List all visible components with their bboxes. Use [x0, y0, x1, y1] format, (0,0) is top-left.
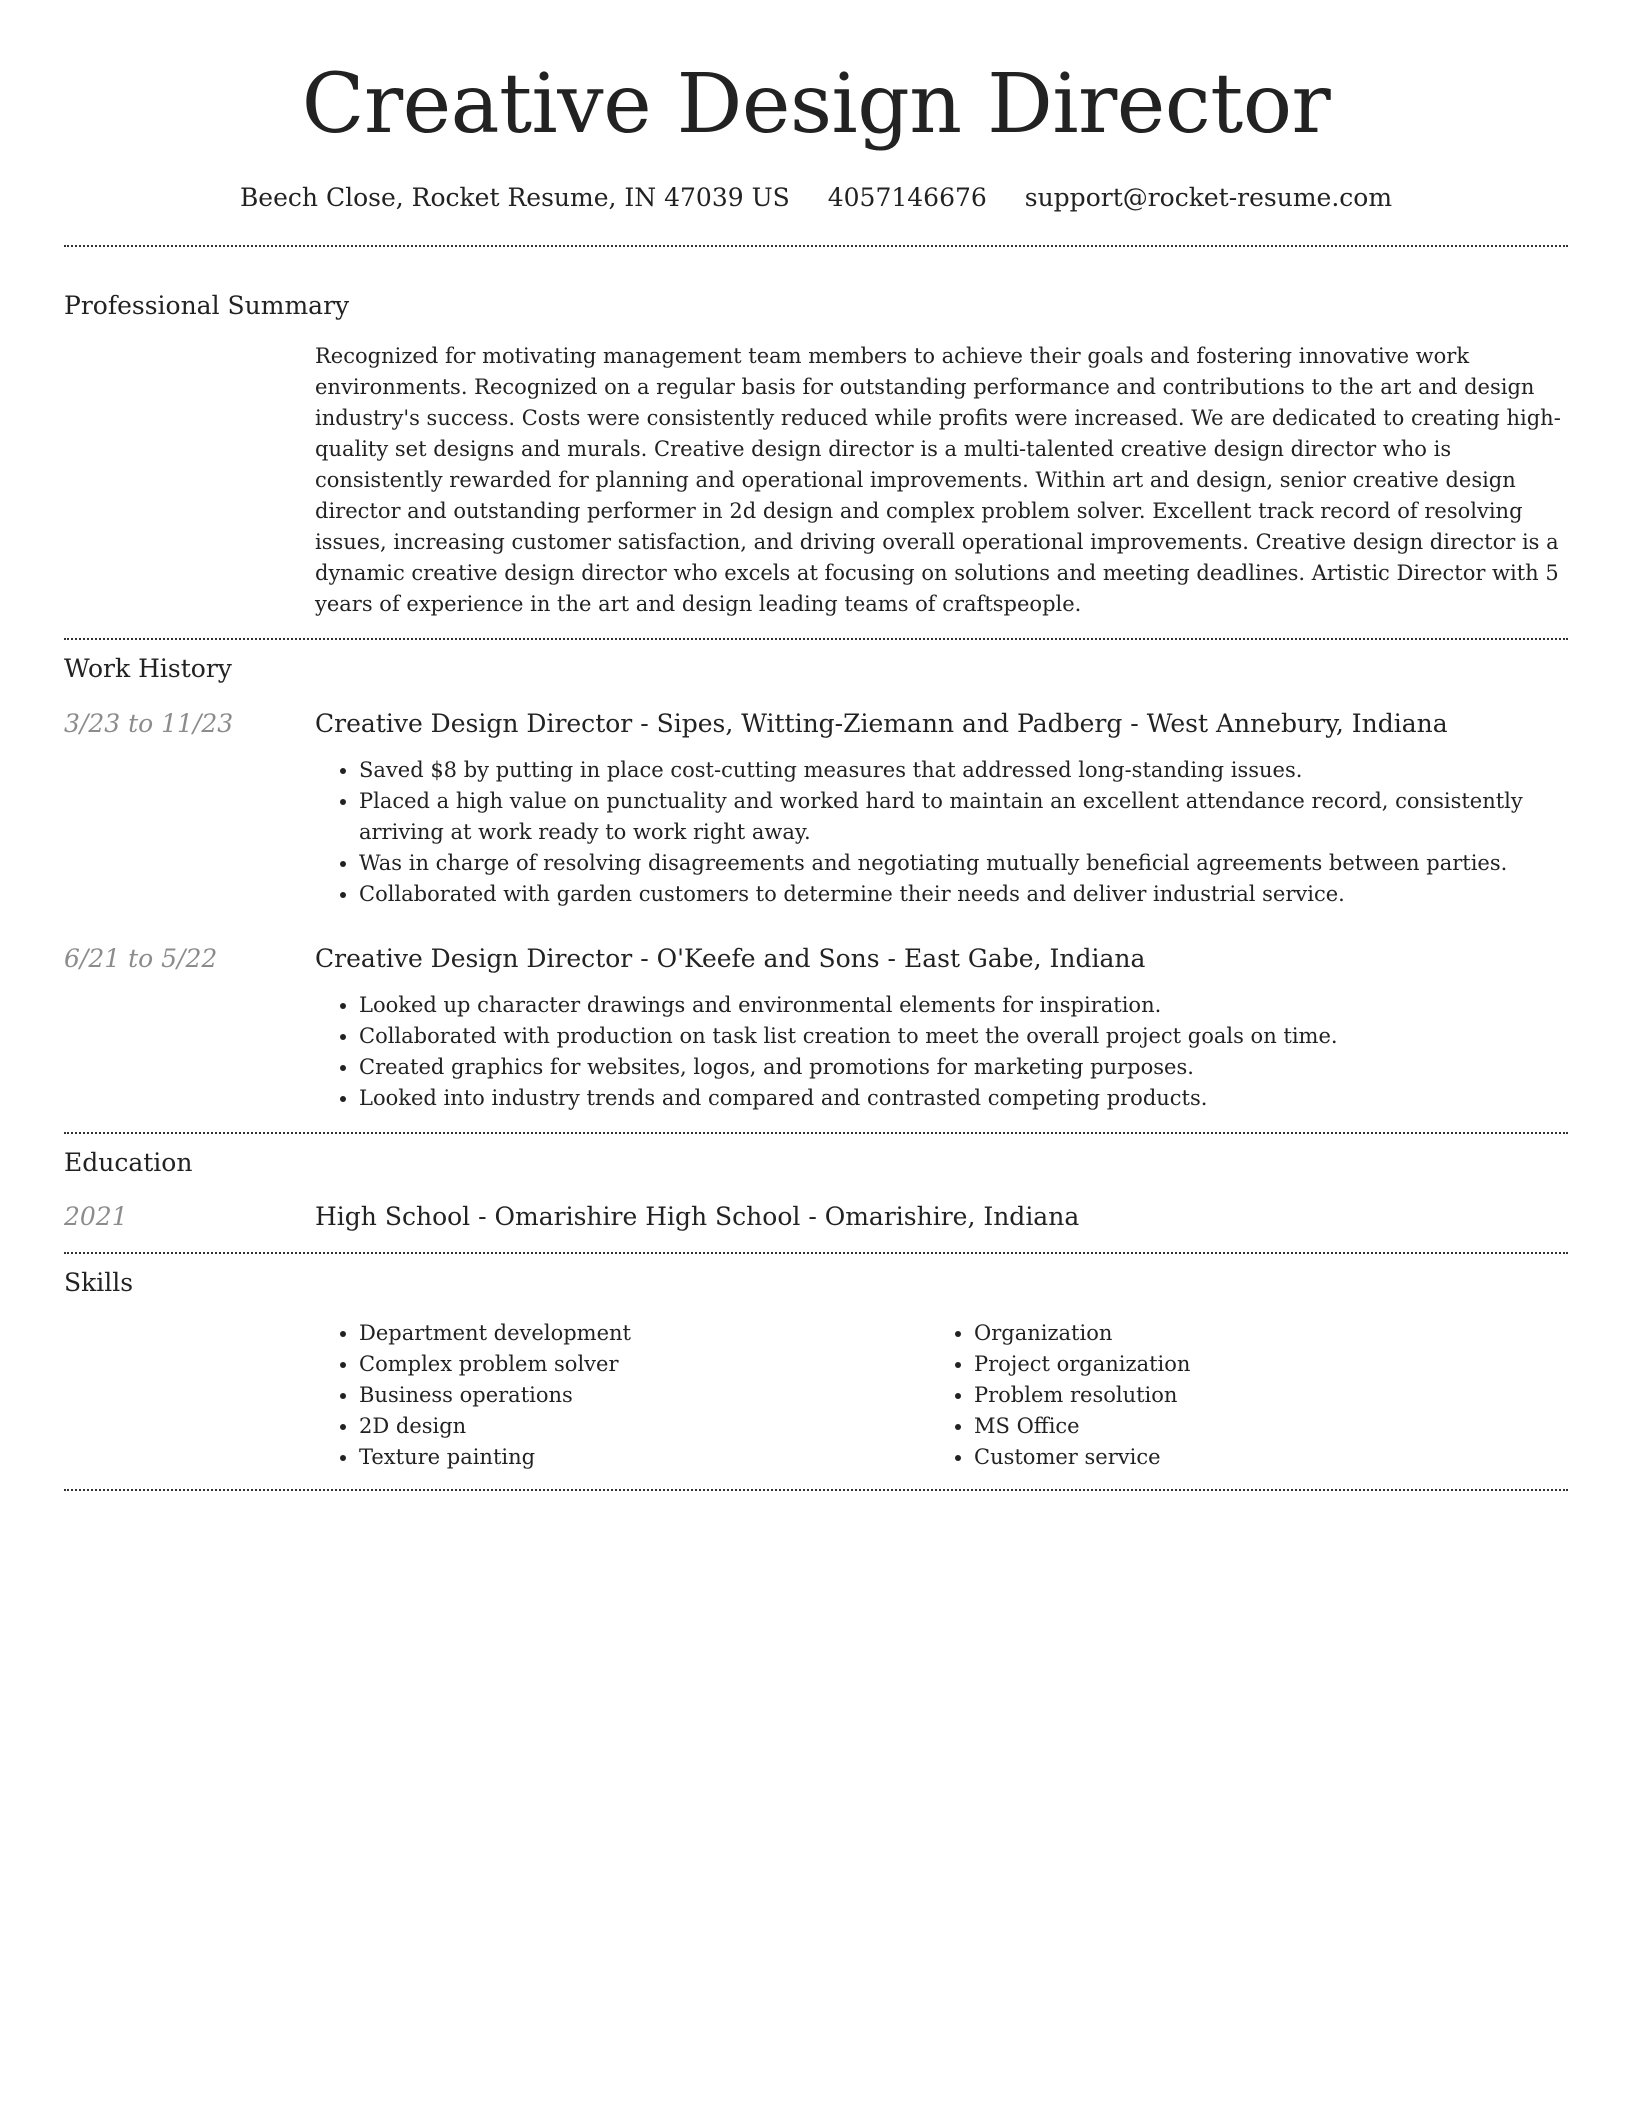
- job-dates: 6/21 to 5/22: [64, 944, 218, 973]
- job-employer: - O'Keefe and Sons - East Gabe, Indiana: [632, 944, 1146, 973]
- skills-grid: [315, 1318, 1568, 1489]
- skill-item: • Customer service: [974, 1442, 1545, 1473]
- job-entry: [64, 707, 1568, 910]
- job-body: [315, 707, 1568, 910]
- section-summary: [64, 247, 1568, 638]
- skills-list-right: [930, 1318, 1545, 1473]
- list-item: • Was in charge of resolving disagreements and negotiating mutually beneficial agreements between parties.: [359, 848, 1568, 879]
- job-employer: - Sipes, Witting-Ziemann and Padberg - West Annebury, Indiana: [632, 709, 1448, 738]
- education-degree: High School: [315, 1202, 471, 1231]
- education-year: 2021: [64, 1202, 128, 1231]
- skill-item: • Project organization: [974, 1349, 1545, 1380]
- skill-item: • Department development: [359, 1318, 930, 1349]
- divider: [64, 1489, 1568, 1491]
- section-spacer: [64, 1114, 1568, 1132]
- list-item: • Looked up character drawings and environmental elements for inspiration.: [359, 990, 1568, 1021]
- contact-line: [64, 180, 1568, 216]
- skill-item: • MS Office: [974, 1411, 1545, 1442]
- job-entry: [64, 942, 1568, 1114]
- job-role: Creative Design Director: [315, 944, 633, 973]
- section-education: [64, 1134, 1568, 1252]
- skill-item: • Texture painting: [359, 1442, 930, 1473]
- list-item: • Placed a high value on punctuality and worked hard to maintain an excellent attendance record, consistently arriving at work ready to work right away.: [359, 786, 1568, 848]
- skills-list-left: [315, 1318, 930, 1473]
- list-item: • Created graphics for websites, logos, and promotions for marketing purposes.: [359, 1052, 1568, 1083]
- list-item: • Collaborated with production on task list creation to meet the overall project goals on time.: [359, 1021, 1568, 1052]
- contact-email: support@rocket-resume.com: [1024, 183, 1393, 212]
- section-title-skills: Skills: [64, 1268, 134, 1297]
- list-item: • Saved $8 by putting in place cost-cutting measures that addressed long-standing issues.: [359, 755, 1568, 786]
- job-body: [315, 942, 1568, 1114]
- job-role: Creative Design Director: [315, 709, 633, 738]
- skill-item: • Complex problem solver: [359, 1349, 930, 1380]
- job-bullets: [315, 990, 1568, 1114]
- job-dates: 3/23 to 11/23: [64, 709, 234, 738]
- education-heading: [315, 1200, 1568, 1234]
- skill-item: • Problem resolution: [974, 1380, 1545, 1411]
- skill-item: • Organization: [974, 1318, 1545, 1349]
- resume-name: Creative Design Director: [301, 57, 1331, 152]
- job-bullets: [315, 755, 1568, 910]
- skills-column-left: [315, 1318, 930, 1473]
- section-title-education: Education: [64, 1148, 193, 1177]
- section-title-work-history: Work History: [64, 654, 232, 683]
- contact-phone: 4057146676: [827, 183, 987, 212]
- section-work-history: [64, 640, 1568, 1132]
- contact-address: Beech Close, Rocket Resume, IN 47039 US: [239, 183, 790, 212]
- summary-text: Recognized for motivating management team members to achieve their goals and fostering innovative work environments. Recognized on a regular basis for outstanding performance and contributions to the art and design industry's success. Costs were consistently reduced while profits were increased. We are dedicated to creating high-quality set designs and murals. Creative design director is a multi-talented creative design director who is consistently rewarded for planning and operational improvements. Within art and design, senior creative design director and outstanding performer in 2d design and complex problem solver. Excellent track record of resolving issues, increasing customer satisfaction, and driving overall operational improvements. Creative design director is a dynamic creative design director who excels at focusing on solutions and meeting deadlines. Artistic Director with 5 years of experience in the art and design leading teams of craftspeople.: [315, 344, 1561, 616]
- list-item: • Collaborated with garden customers to determine their needs and deliver industrial service.: [359, 879, 1568, 910]
- section-skills: [64, 1254, 1568, 1489]
- list-item: • Looked into industry trends and compared and contrasted competing products.: [359, 1083, 1568, 1114]
- education-school: - Omarishire High School - Omarishire, Indiana: [470, 1202, 1080, 1231]
- education-entry: [64, 1200, 1568, 1252]
- skills-column-right: [930, 1318, 1545, 1473]
- job-heading: [315, 707, 1568, 741]
- skill-item: • 2D design: [359, 1411, 930, 1442]
- skill-item: • Business operations: [359, 1380, 930, 1411]
- education-body: [315, 1200, 1568, 1234]
- section-title-summary: Professional Summary: [64, 291, 350, 320]
- job-heading: [315, 942, 1568, 976]
